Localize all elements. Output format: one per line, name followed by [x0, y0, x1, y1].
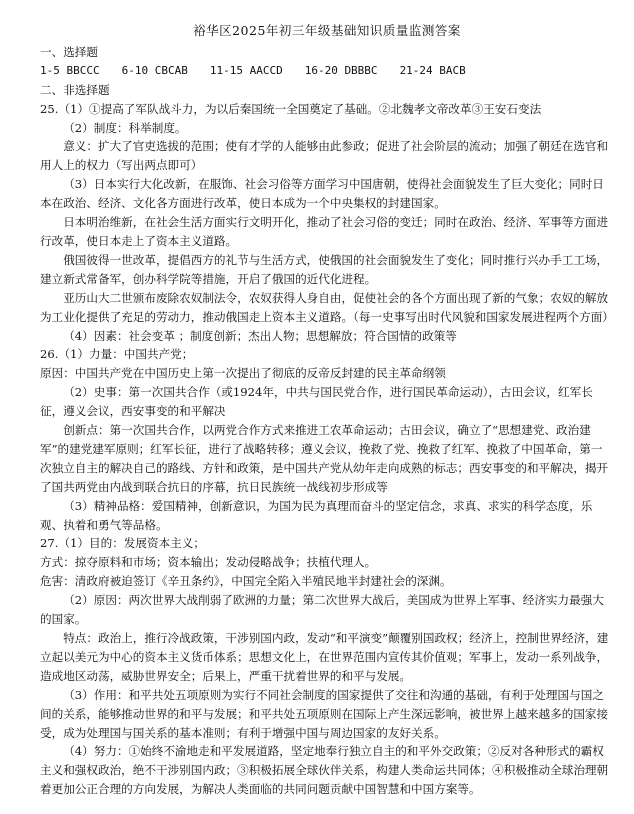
- mcq-group: 6-10 CBCAB: [121, 63, 188, 77]
- section-heading-mcq: 一、选择题: [40, 44, 98, 59]
- q26-part3: （3）精神品格：爱国精神，创新意识，为国为民为真理而奋斗的坚定信念，求真、求实的科学态度，乐观、执着和勇气等品格。: [40, 498, 593, 532]
- mcq-group: 11-15 AACCD: [209, 63, 283, 77]
- mcq-group: 16-20 DBBBC: [304, 63, 378, 77]
- q26-part1-reason: 原因：中国共产党在中国历史上第一次提出了彻底的反帝反封建的民主革命纲领: [40, 366, 446, 381]
- q25-part3-peter: 俄国彼得一世改革，提倡西方的礼节与生活方式，使俄国的社会面貌发生了变化；同时推行兴办手工工场，建立新式常备军，创办科学院等措施，开启了俄国的近代化进程。: [40, 252, 609, 286]
- q27-part2-reason: （2）原因：两次世界大战削弱了欧洲的力量；第二次世界大战后，美国成为世界上军事、经济实力最强大的国家。: [40, 593, 604, 627]
- section-heading-open: 二、非选择题: [40, 82, 110, 97]
- mcq-group: 1-5 BBCCC: [40, 63, 100, 77]
- q27-part3: （3）作用：和平共处五项原则为实行不同社会制度的国家提供了交往和沟通的基础，有利于处理国与国之间的关系，能够推动世界的和平与发展；和平共处五项原则在国际上产生深远影响，被世界上越来越多的国家接受，成为处理国与国关系的基本准则；有利于增强中国与周边国家的友好关系。: [40, 687, 609, 740]
- q26-part2-events: （2）史事：第一次国共合作（或1924年，中共与国民党合作，进行国民革命运动），古田会议，红军长征，遵义会议，西安事变的和平解决: [40, 385, 593, 419]
- document-title: 裕华区2025年初三年级基础知识质量监测答案: [193, 23, 461, 38]
- q25-part2: （2）制度：科举制度。: [63, 120, 187, 135]
- q25-part3-japan-taika: （3）日本实行大化改新，在服饰、社会习俗等方面学习中国唐朝，使得社会面貌发生了巨大变化；同时日本在政治、经济、文化各方面进行改革，使日本成为一个中央集权的封建国家。: [40, 177, 604, 211]
- q26-part2-innovation: 创新点：第一次国共合作，以两党合作方式来推进工农革命运动；古田会议，确立了“思想建党、政治建军”的建党建军原则；红军长征，进行了战略转移；遵义会议，挽救了党、挽救了红军、挽救了中国革命，第一次独立自主的解决自己的路线、方针和政策，是中国共产党从幼年走向成熟的标志；西安事变的和平解决，揭开了国共两党由内战到联合抗日的序幕，抗日民族统一战线初步形成等: [40, 423, 609, 494]
- mcq-answers: [40, 62, 614, 81]
- q27-part1-methods: 方式：掠夺原料和市场；资本输出；发动侵略战争；扶植代理人。: [40, 555, 377, 570]
- q25-part2-significance: 意义：扩大了官吏选拔的范围；使有才学的人能够由此参政；促进了社会阶层的流动；加强了朝廷在选官和用人上的权力（写出两点即可）: [40, 139, 609, 173]
- q27-part1-harm: 危害：清政府被迫签订《辛丑条约》，中国完全陷入半殖民地半封建社会的深渊。: [40, 574, 452, 589]
- q25-part1: 25.（1）①提高了军队战斗力，为以后秦国统一全国奠定了基础。②北魏孝文帝改革③王安石变法: [40, 101, 542, 116]
- q27-part2-features: 特点：政治上，推行冷战政策，干涉别国内政，发动“和平演变”颠覆别国政权；经济上，控制世界经济，建立起以美元为中心的资本主义货币体系；思想文化上，在世界范围内宣传其价值观；军事上，发动一系列战争，造成地区动荡，威胁世界安全；后果上，严重干扰着世界的和平与发展。: [40, 631, 609, 683]
- q25-part3-meiji: 日本明治维新，在社会生活方面实行文明开化，推动了社会习俗的变迁；同时在政治、经济、军事等方面进行改革，使日本走上了资本主义道路。: [40, 215, 609, 248]
- q26-part1: 26.（1）力量：中国共产党；: [40, 347, 194, 362]
- mcq-group: 21-24 BACB: [399, 63, 466, 77]
- q27-part4: （4）努力：①始终不渝地走和平发展道路，坚定地奉行独立自主的和平外交政策；②反对各种形式的霸权主义和强权政治，绝不干涉别国内政；③积极拓展全球伙伴关系，构建人类命运共同体；④积极推动全球治理朝着更加公正合理的方向发展，为解决人类面临的共同问题贡献中国智慧和中国方案等。: [40, 744, 609, 797]
- q25-part4: （4）因素：社会变革 ；制度创新；杰出人物；思想解放；符合国情的政策等: [63, 328, 457, 343]
- q25-part3-alexander: 亚历山大二世颁布废除农奴制法令，农奴获得人身自由，促使社会的各个方面出现了新的气象；农奴的解放为工业化提供了充足的劳动力，推动俄国走上资本主义道路。（每一史事写出时代风貌和国家发展进程两个方面）: [40, 290, 614, 324]
- q27-part1: 27.（1）目的：发展资本主义；: [40, 536, 205, 551]
